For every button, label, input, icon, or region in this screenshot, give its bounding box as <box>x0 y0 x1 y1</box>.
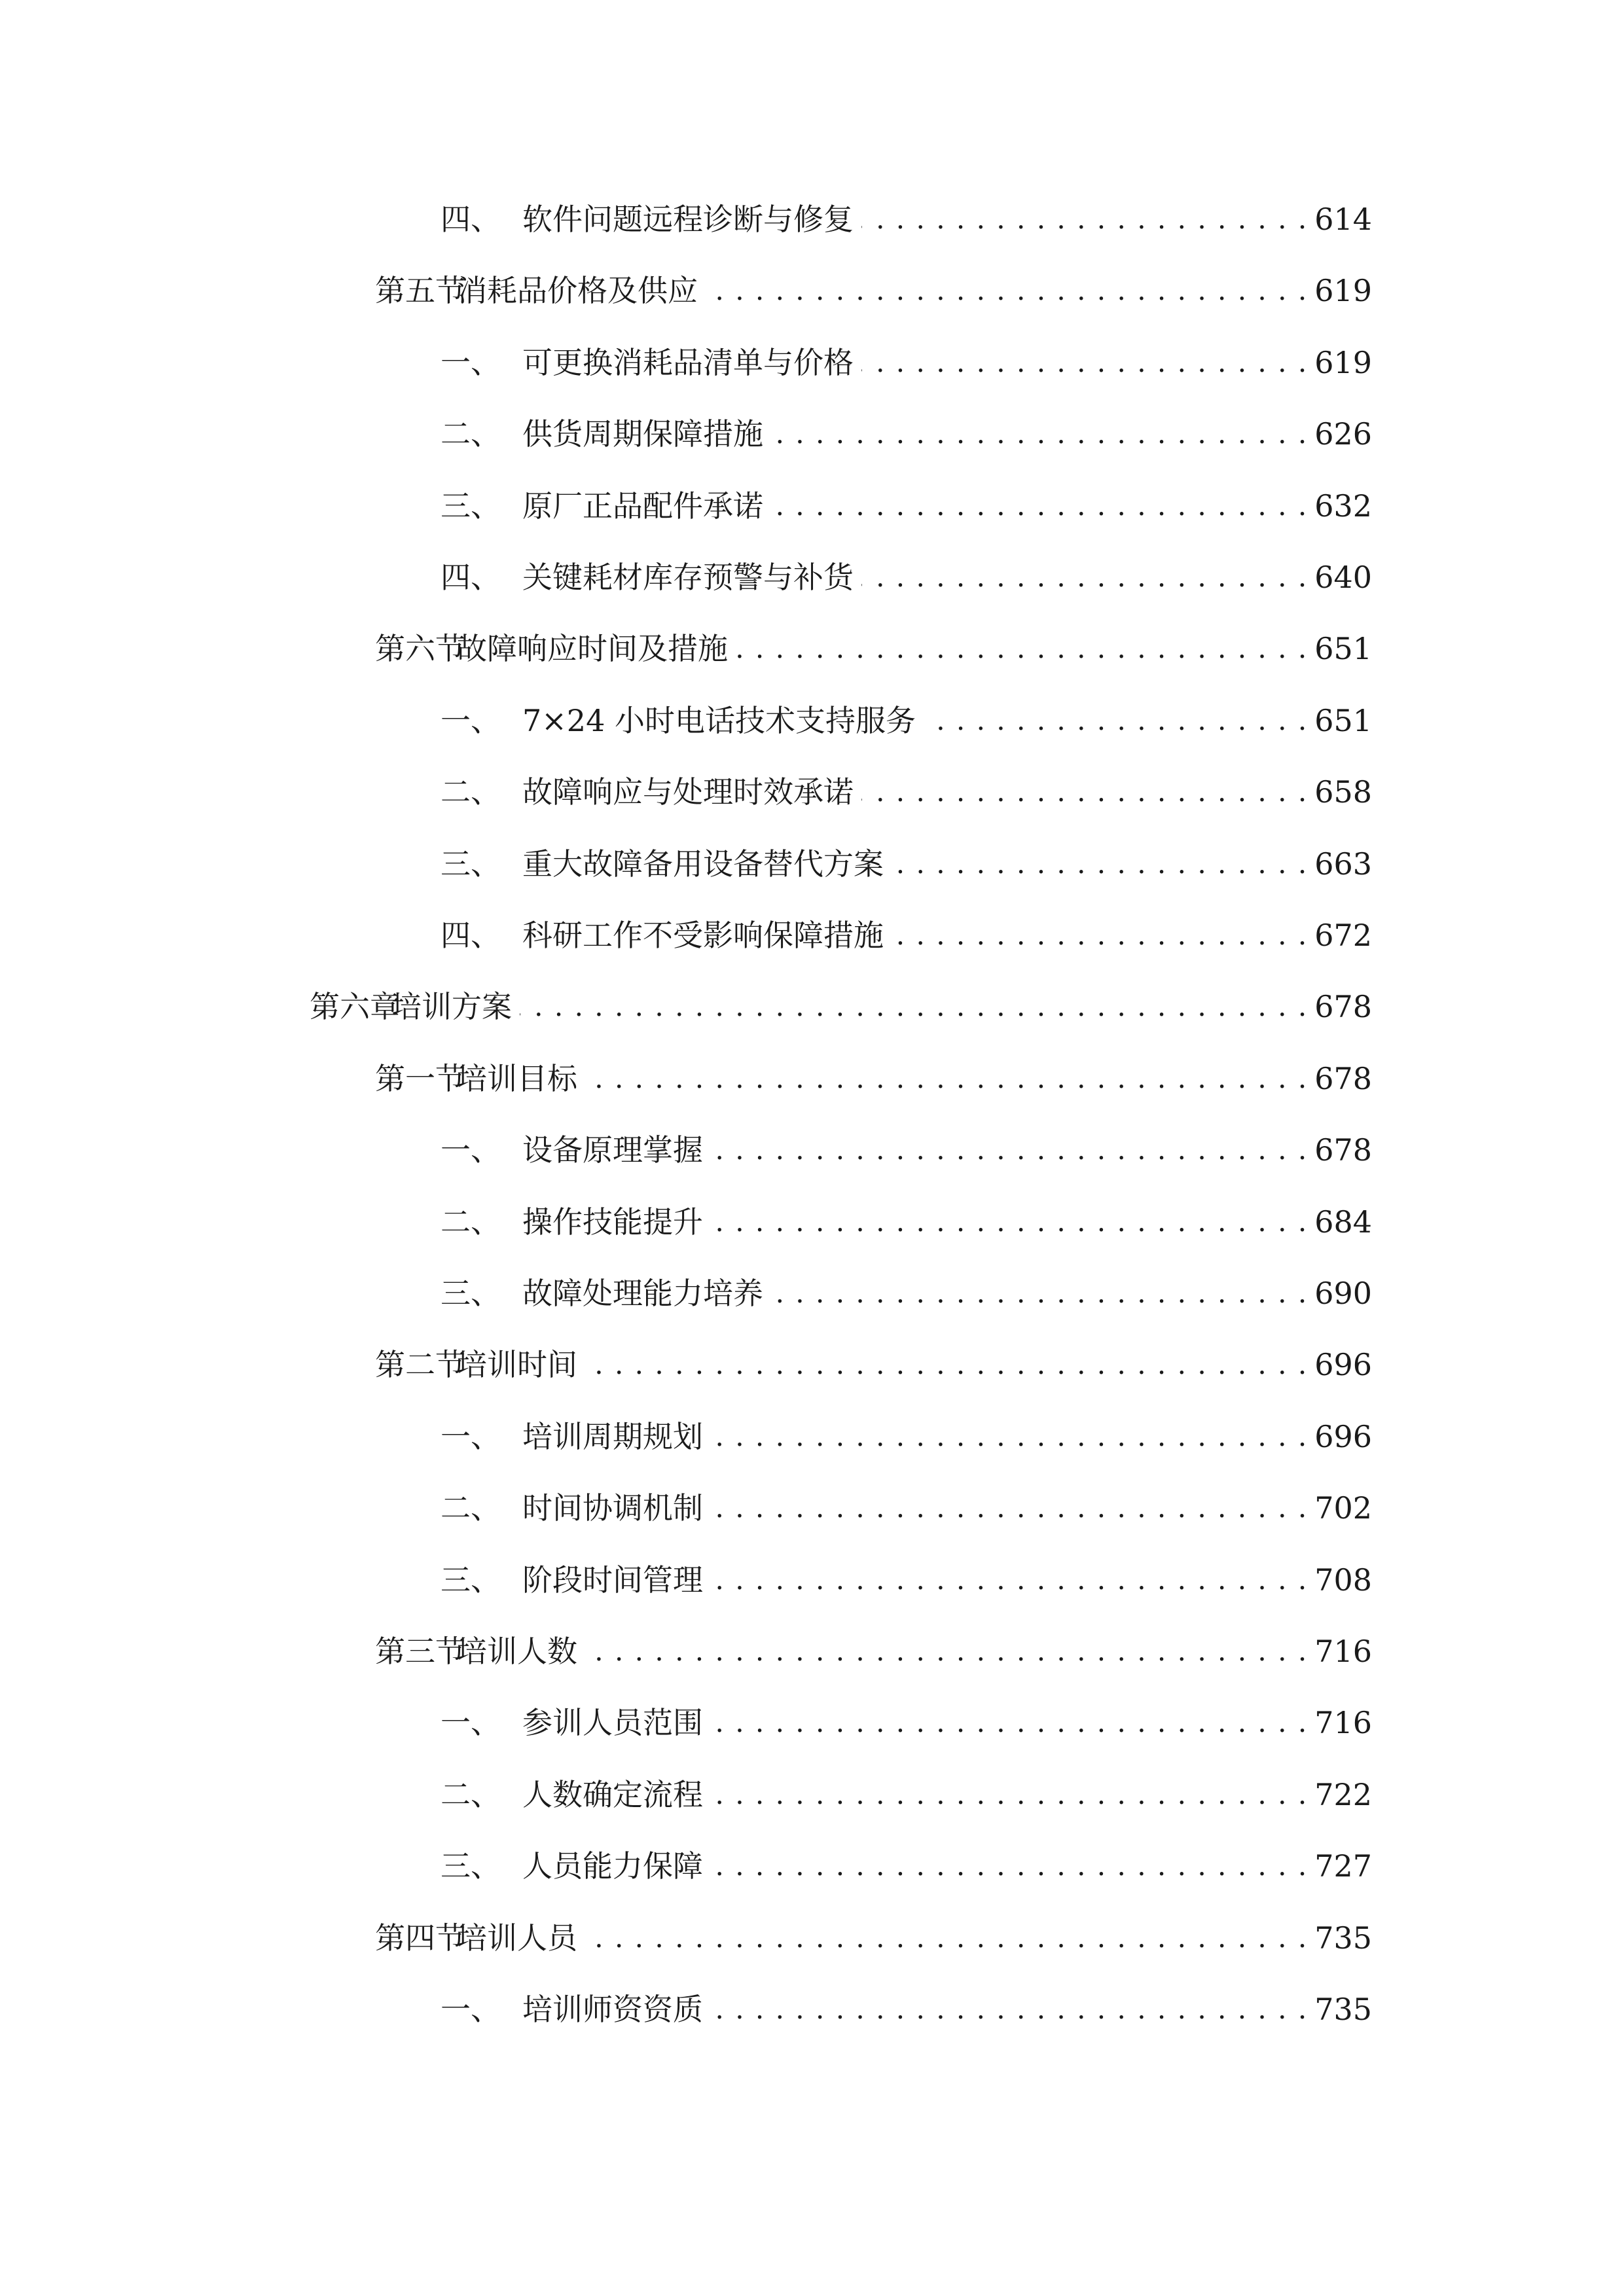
dot-leader <box>711 1840 1308 1892</box>
toc-entry[interactable] <box>441 408 1372 460</box>
toc-entry-title: 培训目标 <box>457 1061 577 1096</box>
toc-entry-page: 651 <box>1314 631 1372 666</box>
toc-entry-page: 658 <box>1314 774 1372 810</box>
toc-entry-number: 三、 <box>441 1562 501 1598</box>
toc-entry-page: 614 <box>1314 202 1372 237</box>
toc-entry-title: 科研工作不受影响保障措施 <box>522 918 884 953</box>
toc-entry[interactable] <box>441 1482 1372 1534</box>
dot-leader <box>711 1554 1308 1606</box>
toc-entry-page: 678 <box>1314 1061 1372 1096</box>
toc-entry-title: 原厂正品配件承诺 <box>522 488 763 524</box>
toc-entry-number: 二、 <box>441 774 501 810</box>
toc-entry-page: 619 <box>1314 273 1372 308</box>
toc-entry-number: 一、 <box>441 1705 501 1740</box>
toc-entry-number: 一、 <box>441 1419 501 1454</box>
toc-entry[interactable] <box>310 980 1372 1033</box>
toc-entry-number: 一、 <box>441 345 501 380</box>
toc-entry-title: 培训师资资质 <box>522 1992 703 2027</box>
toc-entry-title: 人员能力保障 <box>522 1848 703 1884</box>
toc-entry-number: 四、 <box>441 918 501 953</box>
toc-entry-title: 培训人员 <box>457 1920 577 1956</box>
toc-entry[interactable] <box>441 1410 1372 1463</box>
toc-entry-number: 二、 <box>441 1204 501 1240</box>
toc-entry-page: 702 <box>1314 1490 1372 1526</box>
toc-entry-title: 消耗品价格及供应 <box>457 273 698 308</box>
toc-entry-page: 678 <box>1314 989 1372 1024</box>
dot-leader <box>892 909 1308 961</box>
toc-entry-number: 三、 <box>441 488 501 524</box>
toc-entry[interactable] <box>441 336 1372 389</box>
toc-entry-title: 故障处理能力培养 <box>522 1276 763 1311</box>
toc-entry-title: 关键耗材库存预警与补货 <box>522 560 854 595</box>
toc-entry[interactable] <box>375 1912 1372 1964</box>
dot-leader <box>520 980 1308 1033</box>
toc-entry-page: 696 <box>1314 1419 1372 1454</box>
toc-entry-page: 684 <box>1314 1204 1372 1240</box>
toc-entry[interactable] <box>375 1625 1372 1677</box>
toc-entry[interactable] <box>441 1840 1372 1892</box>
toc-entry[interactable] <box>441 1267 1372 1319</box>
toc-entry[interactable] <box>441 766 1372 818</box>
toc-entry-number: 二、 <box>441 1777 501 1812</box>
toc-entry-page: 651 <box>1314 703 1372 738</box>
toc-entry-title: 培训时间 <box>457 1347 577 1382</box>
toc-entry-page: 678 <box>1314 1132 1372 1168</box>
toc-entry[interactable] <box>441 1983 1372 2036</box>
toc-entry-number: 四、 <box>441 560 501 595</box>
toc-entry[interactable] <box>375 1052 1372 1105</box>
dot-leader <box>585 1912 1308 1964</box>
toc-entry-page: 735 <box>1314 1992 1372 2027</box>
toc-entry-number: 一、 <box>441 703 501 738</box>
dot-leader <box>711 1482 1308 1534</box>
toc-entry-title: 重大故障备用设备替代方案 <box>522 846 884 882</box>
dot-leader <box>861 336 1308 389</box>
toc-entry-page: 632 <box>1314 488 1372 524</box>
toc-entry[interactable] <box>441 1196 1372 1248</box>
toc-entry-title: 故障响应与处理时效承诺 <box>522 774 854 810</box>
toc-entry-title: 培训周期规划 <box>522 1419 703 1454</box>
toc-entry-number: 第三节 <box>375 1634 465 1669</box>
toc-entry-title: 故障响应时间及措施 <box>457 631 728 666</box>
toc-entry-title: 软件问题远程诊断与修复 <box>522 202 854 237</box>
toc-entry-page: 626 <box>1314 416 1372 452</box>
toc-entry-title: 人数确定流程 <box>522 1777 703 1812</box>
toc-entry-number: 三、 <box>441 1276 501 1311</box>
dot-leader <box>711 1696 1308 1749</box>
toc-entry-page: 696 <box>1314 1347 1372 1382</box>
dot-leader <box>861 766 1308 818</box>
toc-entry[interactable] <box>441 1554 1372 1606</box>
toc-entry-page: 722 <box>1314 1777 1372 1812</box>
toc-entry[interactable] <box>441 1124 1372 1176</box>
toc-entry[interactable] <box>441 193 1372 245</box>
toc-entry-number: 第六节 <box>375 631 465 666</box>
dot-leader <box>711 1768 1308 1821</box>
toc-entry-title: 阶段时间管理 <box>522 1562 703 1598</box>
toc-entry[interactable] <box>375 264 1372 317</box>
dot-leader <box>585 1625 1308 1677</box>
toc-entry-title: 参训人员范围 <box>522 1705 703 1740</box>
toc-entry-number: 第二节 <box>375 1347 465 1382</box>
toc-entry-page: 663 <box>1314 846 1372 882</box>
dot-leader <box>711 1196 1308 1248</box>
dot-leader <box>771 1267 1308 1319</box>
toc-entry-page: 708 <box>1314 1562 1372 1598</box>
toc-entry-title: 操作技能提升 <box>522 1204 703 1240</box>
toc-entry-page: 672 <box>1314 918 1372 953</box>
toc-entry[interactable] <box>441 694 1372 747</box>
toc-entry-number: 第一节 <box>375 1061 465 1096</box>
toc-entry[interactable] <box>441 1696 1372 1749</box>
dot-leader <box>736 622 1308 675</box>
toc-entry-number: 一、 <box>441 1992 501 2027</box>
dot-leader <box>771 480 1308 532</box>
toc-entry[interactable] <box>441 1768 1372 1821</box>
dot-leader <box>861 551 1308 603</box>
toc-entry[interactable] <box>375 1338 1372 1391</box>
dot-leader <box>771 408 1308 460</box>
toc-entry-title: 可更换消耗品清单与价格 <box>522 345 854 380</box>
toc-entry-number: 第五节 <box>375 273 465 308</box>
dot-leader <box>861 193 1308 245</box>
toc-entry-number: 四、 <box>441 202 501 237</box>
toc-entry[interactable] <box>375 622 1372 675</box>
toc-entry[interactable] <box>441 551 1372 603</box>
toc-entry-number: 第四节 <box>375 1920 465 1956</box>
toc-entry[interactable] <box>441 480 1372 532</box>
toc-entry-page: 727 <box>1314 1848 1372 1884</box>
toc-entry-title: 培训人数 <box>457 1634 577 1669</box>
toc-entry-number: 第六章 <box>310 989 400 1024</box>
toc-entry-title: 供货周期保障措施 <box>522 416 763 452</box>
dot-leader <box>892 838 1308 890</box>
dot-leader <box>711 1124 1308 1176</box>
toc-entry-page: 716 <box>1314 1705 1372 1740</box>
toc-entry[interactable] <box>441 909 1372 961</box>
toc-entry-page: 690 <box>1314 1276 1372 1311</box>
toc-entry-title: 7×24 小时电话技术支持服务 <box>522 703 916 738</box>
toc-entry[interactable] <box>441 838 1372 890</box>
toc-entry-number: 三、 <box>441 1848 501 1884</box>
dot-leader <box>924 694 1308 747</box>
toc-entry-page: 716 <box>1314 1634 1372 1669</box>
toc-entry-number: 三、 <box>441 846 501 882</box>
toc-entry-number: 一、 <box>441 1132 501 1168</box>
toc-entry-title: 培训方案 <box>391 989 512 1024</box>
toc-entry-title: 设备原理掌握 <box>522 1132 703 1168</box>
toc-entry-number: 二、 <box>441 416 501 452</box>
toc-entry-title: 时间协调机制 <box>522 1490 703 1526</box>
toc-entry-number: 二、 <box>441 1490 501 1526</box>
toc-entry-page: 640 <box>1314 560 1372 595</box>
toc-entry-page: 735 <box>1314 1920 1372 1956</box>
dot-leader <box>585 1052 1308 1105</box>
dot-leader <box>711 1410 1308 1463</box>
dot-leader <box>706 264 1308 317</box>
dot-leader <box>585 1338 1308 1391</box>
dot-leader <box>711 1983 1308 2036</box>
toc-entry-page: 619 <box>1314 345 1372 380</box>
